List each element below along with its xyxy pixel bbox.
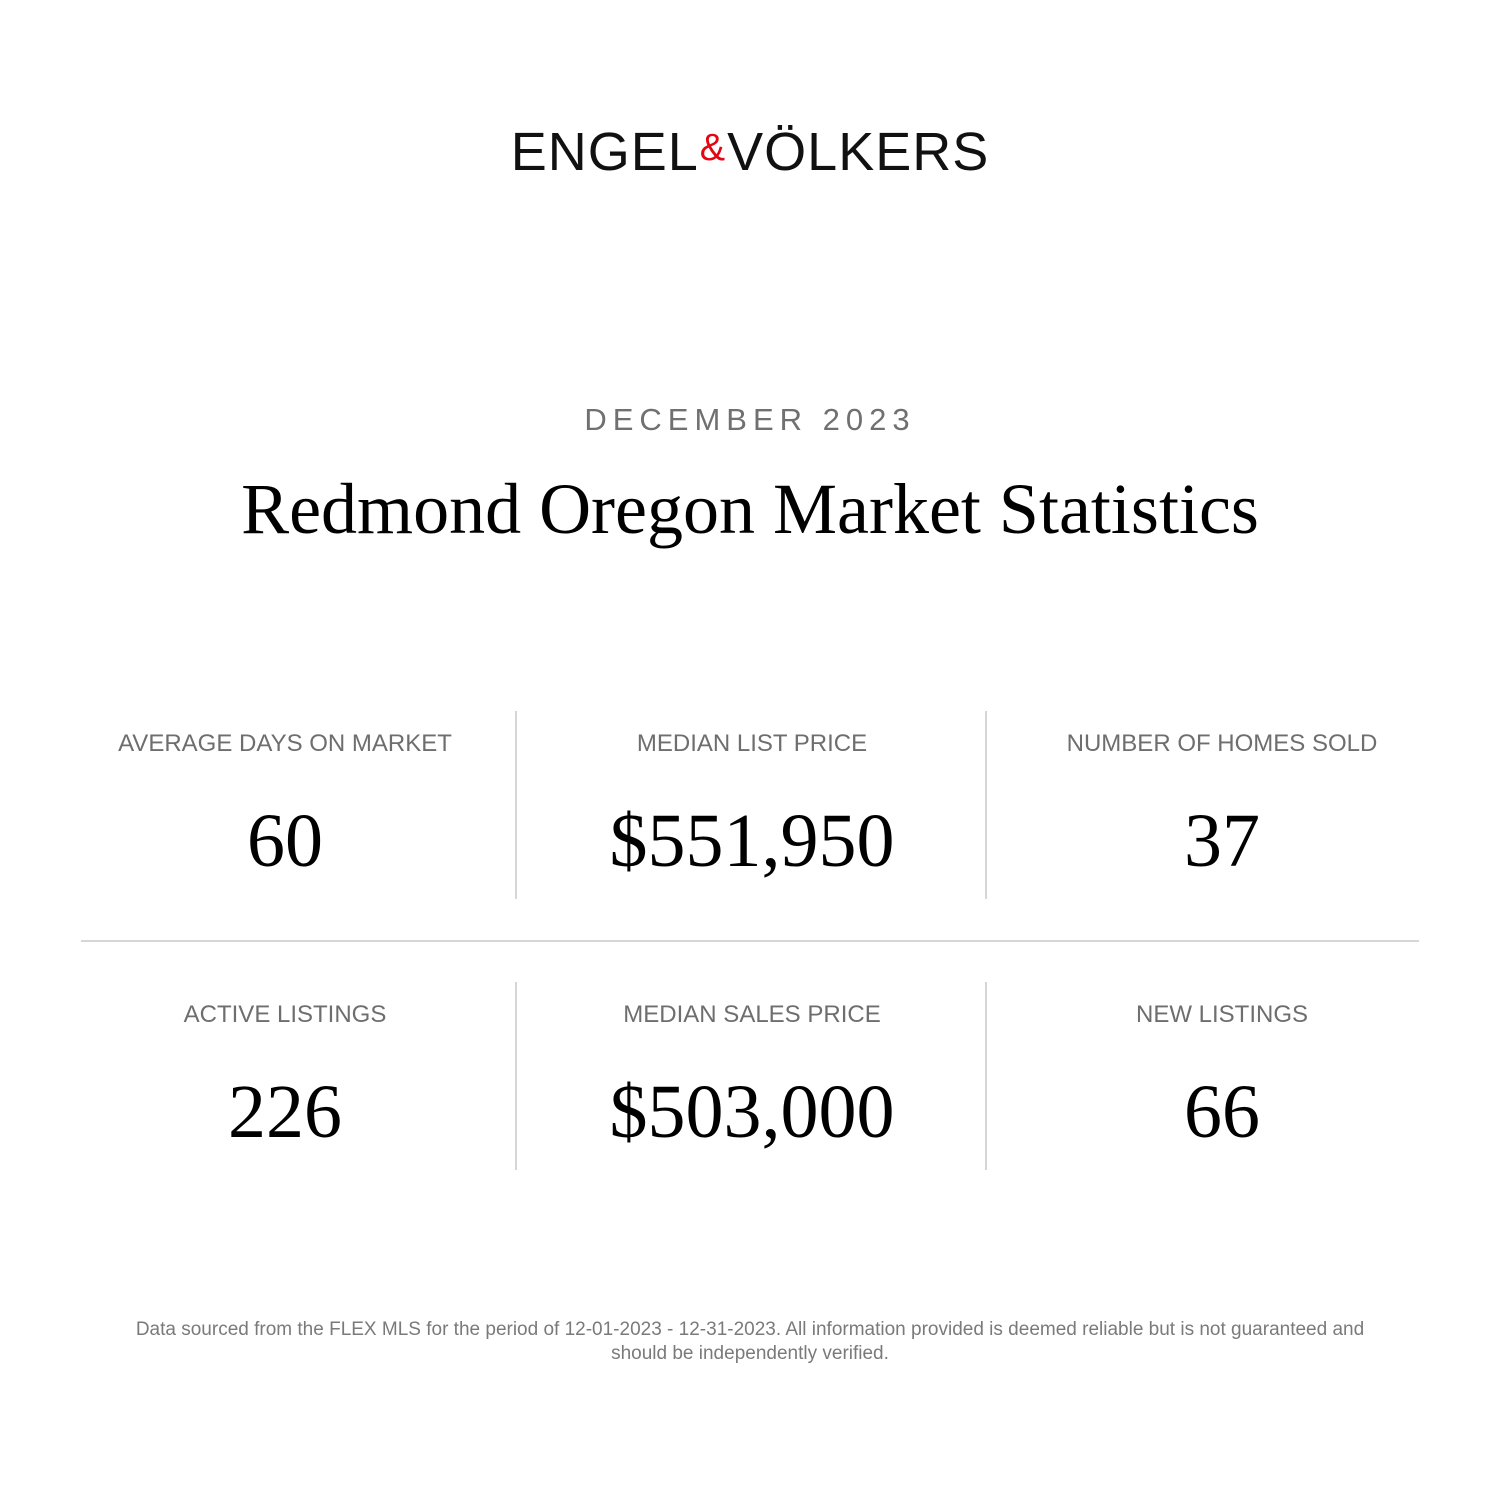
stat-number-of-homes-sold (985, 711, 1457, 899)
stat-value: 226 (228, 1070, 342, 1154)
stat-label: ACTIVE LISTINGS (183, 1001, 387, 1028)
stat-label: MEDIAN LIST PRICE (636, 730, 868, 757)
stat-median-sales-price (515, 982, 987, 1170)
stat-value: 66 (1184, 1070, 1260, 1154)
stat-label: AVERAGE DAYS ON MARKET (118, 730, 452, 757)
stat-average-days-on-market (50, 711, 520, 899)
row-divider (81, 940, 1419, 942)
brand-name-part2: VÖLKERS (727, 122, 990, 182)
stats-row-top (50, 711, 1470, 899)
stat-label: MEDIAN SALES PRICE (623, 1001, 881, 1028)
stat-value: $503,000 (609, 1070, 895, 1154)
stat-label: NUMBER OF HOMES SOLD (1066, 730, 1378, 757)
stat-label: NEW LISTINGS (1135, 1001, 1309, 1028)
page-title: Redmond Oregon Market Statistics (241, 469, 1259, 549)
stat-value: 37 (1184, 799, 1260, 883)
stat-value: $551,950 (609, 799, 895, 883)
brand-ampersand: & (699, 127, 727, 169)
stat-new-listings (985, 982, 1457, 1170)
data-disclaimer: Data sourced from the FLEX MLS for the period of 12-01-2023 - 12-31-2023. All information provided is deemed reliable but is not guaranteed and should be independently verified. (135, 1319, 1365, 1364)
stat-median-list-price (515, 711, 987, 899)
stat-active-listings (50, 982, 520, 1170)
stats-row-bottom (50, 982, 1470, 1170)
stat-value: 60 (247, 799, 323, 883)
brand-logo (0, 120, 1500, 190)
report-period: DECEMBER 2023 (584, 402, 916, 437)
brand-name-part1: ENGEL (510, 122, 699, 182)
